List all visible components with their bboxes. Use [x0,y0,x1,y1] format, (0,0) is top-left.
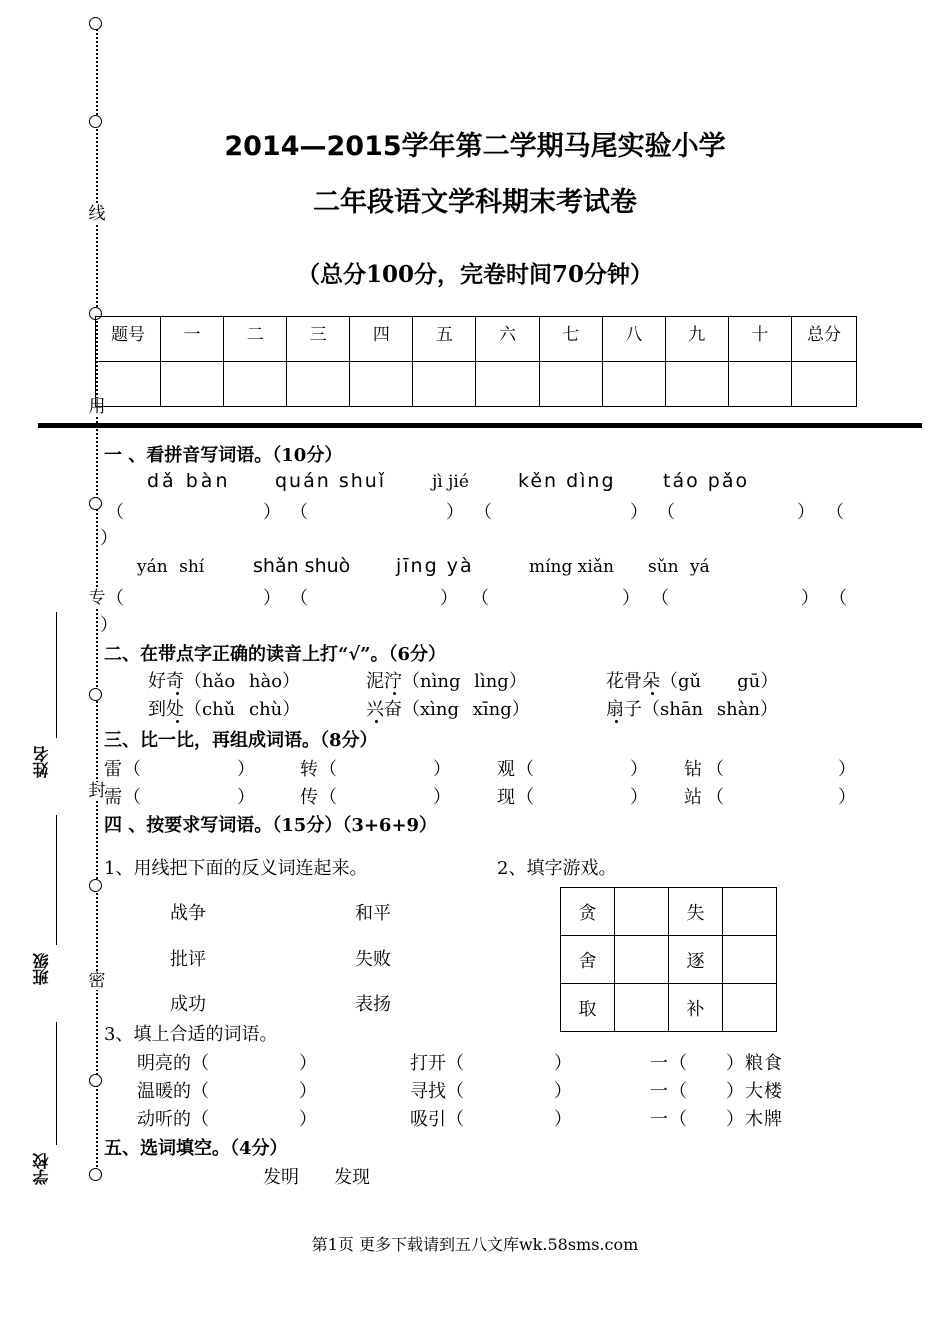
binding-hole-icon [89,497,102,510]
emphasis-dot [393,692,396,695]
pinyin-item: dǎ bàn [147,470,231,492]
binding-hole-icon [89,1168,102,1181]
binding-hole-icon [89,1074,102,1087]
score-table-value-row [96,362,857,407]
grid-row [561,936,777,984]
score-value-cell[interactable] [350,362,413,407]
emphasis-dot [176,692,179,695]
grid-blank-cell[interactable] [723,888,777,936]
score-header-cell: 九 [665,317,728,362]
word-puzzle-grid [560,887,777,1032]
answer-close-bracket: ） [263,588,281,609]
grid-blank-cell[interactable] [723,936,777,984]
grid-blank-cell[interactable] [723,984,777,1032]
reading-choice-item[interactable]: 到处（chǔ chù） [148,699,301,720]
reading-choice-item[interactable]: 兴奋（xìng xīng） [366,699,530,720]
school-write-line[interactable] [56,1022,57,1145]
section1-heading: 一 、看拼音写词语。（10分） [104,445,343,466]
pinyin-item: táo pǎo [663,470,750,492]
score-value-cell[interactable] [96,362,161,407]
answer-open-bracket: （ [657,502,675,523]
score-value-cell[interactable] [602,362,665,407]
word-choice: 发明 [263,1167,299,1188]
answer-close-bracket: ） [100,528,118,549]
reading-choice-item[interactable]: 好奇（hǎo hào） [148,671,301,692]
score-value-cell[interactable] [665,362,728,407]
antonym-right-word[interactable]: 和平 [355,903,391,924]
score-header-cell: 六 [476,317,539,362]
score-header-cell: 四 [350,317,413,362]
grid-cell: 失 [669,888,723,936]
school-label: 学校 [32,1153,51,1185]
compare-word-item[interactable]: 观（ ） [497,759,649,780]
binding-hole-icon [89,688,102,701]
score-value-cell[interactable] [539,362,602,407]
section-divider [38,423,922,428]
score-header-cell: 七 [539,317,602,362]
score-header-cell: 二 [224,317,287,362]
score-value-cell[interactable] [287,362,350,407]
score-table-header-row [96,317,857,362]
answer-open-bracket: （ [471,588,489,609]
grid-cell: 舍 [561,936,615,984]
name-label: 姓名 [32,746,51,778]
reading-choice-item[interactable]: 泥泞（nìng lìng） [366,671,527,692]
compare-word-item[interactable]: 站（ ） [684,787,860,808]
fill-blank-item[interactable]: 动听的（ ） [137,1109,317,1130]
section2-heading: 二、在带点字正确的读音上打“√”。（6分） [104,644,447,665]
pinyin-item: míng xiǎn [529,557,614,577]
answer-close-bracket: ） [440,588,458,609]
score-header-cell: 总分 [792,317,857,362]
exam-title-line2: 二年段语文学科期末考试卷 [313,187,637,218]
antonym-left-word[interactable]: 成功 [170,994,206,1015]
pinyin-item: sǔn yá [648,557,710,577]
question-4-3: 3、填上合适的词语。 [104,1024,278,1045]
question-4-1: 1、用线把下面的反义词连起来。 [104,858,368,879]
fill-blank-item[interactable]: 打开（ ） [410,1053,572,1074]
score-value-cell[interactable] [728,362,791,407]
grid-cell: 逐 [669,936,723,984]
binding-mark-mi: 密 [88,971,106,991]
score-header-cell: 十 [728,317,791,362]
fill-blank-item[interactable]: 一（ ）粮食 [650,1053,783,1074]
grid-cell: 贪 [561,888,615,936]
score-value-cell[interactable] [224,362,287,407]
score-header-cell: 题号 [96,317,161,362]
exam-title-line1: 2014—2015学年第二学期马尾实验小学 [224,131,726,162]
class-label: 班级 [32,953,51,985]
fill-blank-item[interactable]: 明亮的（ ） [137,1053,317,1074]
name-write-line[interactable] [56,612,57,738]
answer-close-bracket: ） [801,588,819,609]
answer-open-bracket: （ [651,588,669,609]
antonym-right-word[interactable]: 表扬 [355,994,391,1015]
emphasis-dot [176,720,179,723]
antonym-left-word[interactable]: 批评 [170,949,206,970]
answer-open-bracket: （ [290,588,308,609]
section3-heading: 三、比一比，再组成词语。（8分） [104,730,378,751]
binding-mark-xian: 线 [88,204,106,224]
answer-open-bracket: （ [826,502,844,523]
answer-open-bracket: （ [290,502,308,523]
reading-choice-item[interactable]: 扇子（shān shàn） [606,699,779,720]
answer-open-bracket: （ [474,502,492,523]
grid-row [561,984,777,1032]
fill-blank-item[interactable]: 一（ ）大楼 [650,1081,783,1102]
answer-close-bracket: ） [622,588,640,609]
pinyin-item: quán shuǐ [275,470,387,492]
compare-word-item[interactable]: 钻（ ） [684,759,860,780]
emphasis-dot [615,720,618,723]
answer-open-bracket: （ [829,588,847,609]
fill-blank-item[interactable]: 寻找（ ） [410,1081,572,1102]
binding-mark-feng: 封 [88,781,106,801]
grid-blank-cell[interactable] [615,888,669,936]
answer-close-bracket: ） [263,502,281,523]
score-value-cell[interactable] [413,362,476,407]
antonym-right-word[interactable]: 失败 [355,949,391,970]
binding-mark-zhuan: 专 [88,588,106,608]
question-4-2: 2、填字游戏。 [497,858,617,879]
compare-word-item[interactable]: 传（ ） [300,787,452,808]
answer-close-bracket: ） [446,502,464,523]
compare-word-item[interactable]: 需（ ） [104,787,256,808]
grid-blank-cell[interactable] [615,936,669,984]
pinyin-item: kěn dìng [518,470,616,492]
score-header-cell: 三 [287,317,350,362]
class-write-line[interactable] [56,815,57,945]
fill-blank-item[interactable]: 一（ ）木牌 [650,1109,783,1130]
score-header-cell: 八 [602,317,665,362]
section5-heading: 五、选词填空。（4分） [104,1138,288,1159]
word-choice: 发现 [334,1167,370,1188]
binding-hole-icon [89,17,102,30]
emphasis-dot [651,692,654,695]
score-table [95,316,857,407]
reading-choice-item[interactable]: 花骨朵（gǔ gū） [606,671,779,692]
compare-word-item[interactable]: 雷（ ） [104,759,256,780]
grid-blank-cell[interactable] [615,984,669,1032]
emphasis-dot [375,720,378,723]
score-value-cell[interactable] [476,362,539,407]
answer-open-bracket: （ [106,588,124,609]
binding-hole-icon [89,879,102,892]
exam-subtitle: （总分100分，完卷时间70分钟） [296,261,654,288]
answer-close-bracket: ） [100,615,118,636]
pinyin-item: yán shí [137,557,205,577]
grid-cell: 补 [669,984,723,1032]
fill-blank-item[interactable]: 温暖的（ ） [137,1081,317,1102]
score-header-cell: 五 [413,317,476,362]
grid-row [561,888,777,936]
page-footer: 第1页 更多下载请到五八文库wk.58sms.com [311,1235,639,1254]
answer-close-bracket: ） [630,502,648,523]
score-header-cell: 一 [161,317,224,362]
pinyin-item: jīng yà [396,555,474,577]
grid-cell: 取 [561,984,615,1032]
answer-close-bracket: ） [797,502,815,523]
pinyin-item: jì jié [432,472,469,492]
fill-blank-item[interactable]: 吸引（ ） [410,1109,572,1130]
binding-mark-yong: 用 [88,397,106,417]
section4-heading: 四 、按要求写词语。（15分）（3+6+9） [104,815,438,836]
answer-open-bracket: （ [106,502,124,523]
score-value-cell[interactable] [161,362,224,407]
antonym-left-word[interactable]: 战争 [170,903,206,924]
compare-word-item[interactable]: 现（ ） [497,787,649,808]
pinyin-item: shǎn shuò [253,555,351,577]
compare-word-item[interactable]: 转（ ） [300,759,452,780]
score-value-cell[interactable] [792,362,857,407]
